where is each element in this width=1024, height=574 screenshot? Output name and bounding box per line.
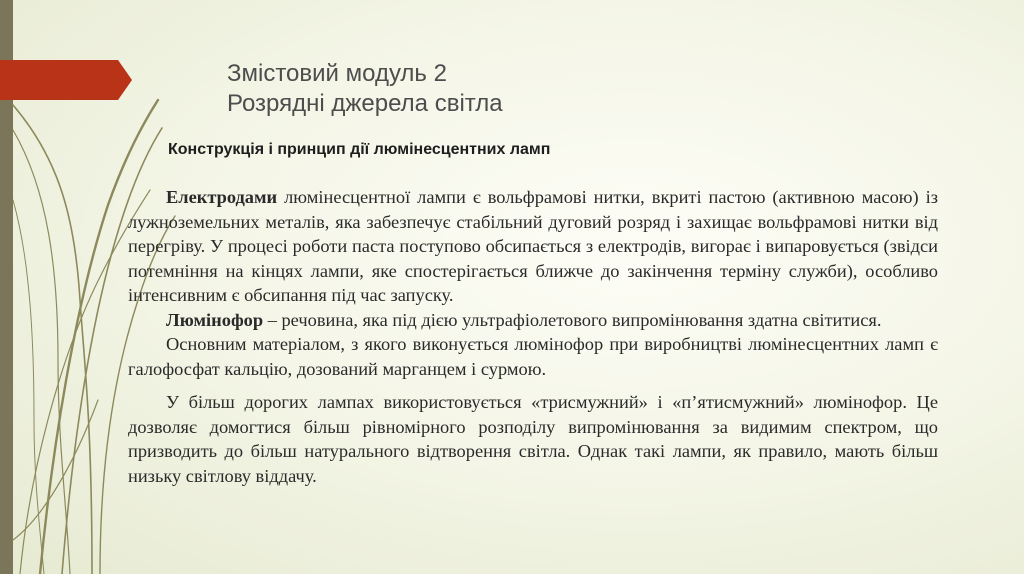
slide-title-line-2: Розрядні джерела світла — [227, 90, 503, 117]
paragraph-phosphor-material — [128, 332, 938, 381]
paragraph-phosphor-definition-text: – речовина, яка під дією ультрафіолетового випромінювання здатна світитися. — [263, 309, 882, 330]
paragraph-multiband-phosphor — [128, 390, 938, 488]
paragraph-phosphor-definition — [128, 308, 938, 333]
slide-title-line-1: Змістовий модуль 2 — [227, 60, 447, 87]
paragraph-electrodes — [128, 185, 938, 308]
paragraph-multiband-phosphor-text: У більш дорогих лампах використовується «трисмужний» і «п’ятисмужний» люмінофор. Це дозволяє домогтися більш рівномірного розподілу випромінювання за видимим спектром, що призводить до більш натурального відтворення світла. Однак такі лампи, як правило, мають більш низьку світлову віддачу. — [128, 392, 938, 486]
term-electrodes: Електродами — [166, 187, 278, 207]
slide-body-text — [128, 185, 938, 488]
paragraph-phosphor-material-text: Основним матеріалом, з якого виконується люмінофор при виробництві люмінесцентних ламп є галофосфат кальцію, дозований марганцем і сурмою. — [128, 334, 938, 379]
slide-subtitle: Конструкція і принцип дії люмінесцентних ламп — [168, 141, 551, 158]
paragraph-electrodes-text: люмінесцентної лампи є вольфрамові нитки, вкриті пастою (активною масою) із лужноземельних металів, яка забезпечує стабільний дуговий розряд і захищає вольфрамові нитки від перегріву. У процесі роботи паста поступово обсипається з електродів, вигорає і випаровується (звідси потемніння на кінцях лампи, яке спостерігається ближче до закінчення терміну служби), особливо інтенсивним є обсипання під час запуску. — [128, 187, 938, 305]
slide-title — [227, 59, 503, 119]
title-accent-arrow — [0, 60, 132, 100]
term-phosphor: Люмінофор — [166, 309, 264, 330]
